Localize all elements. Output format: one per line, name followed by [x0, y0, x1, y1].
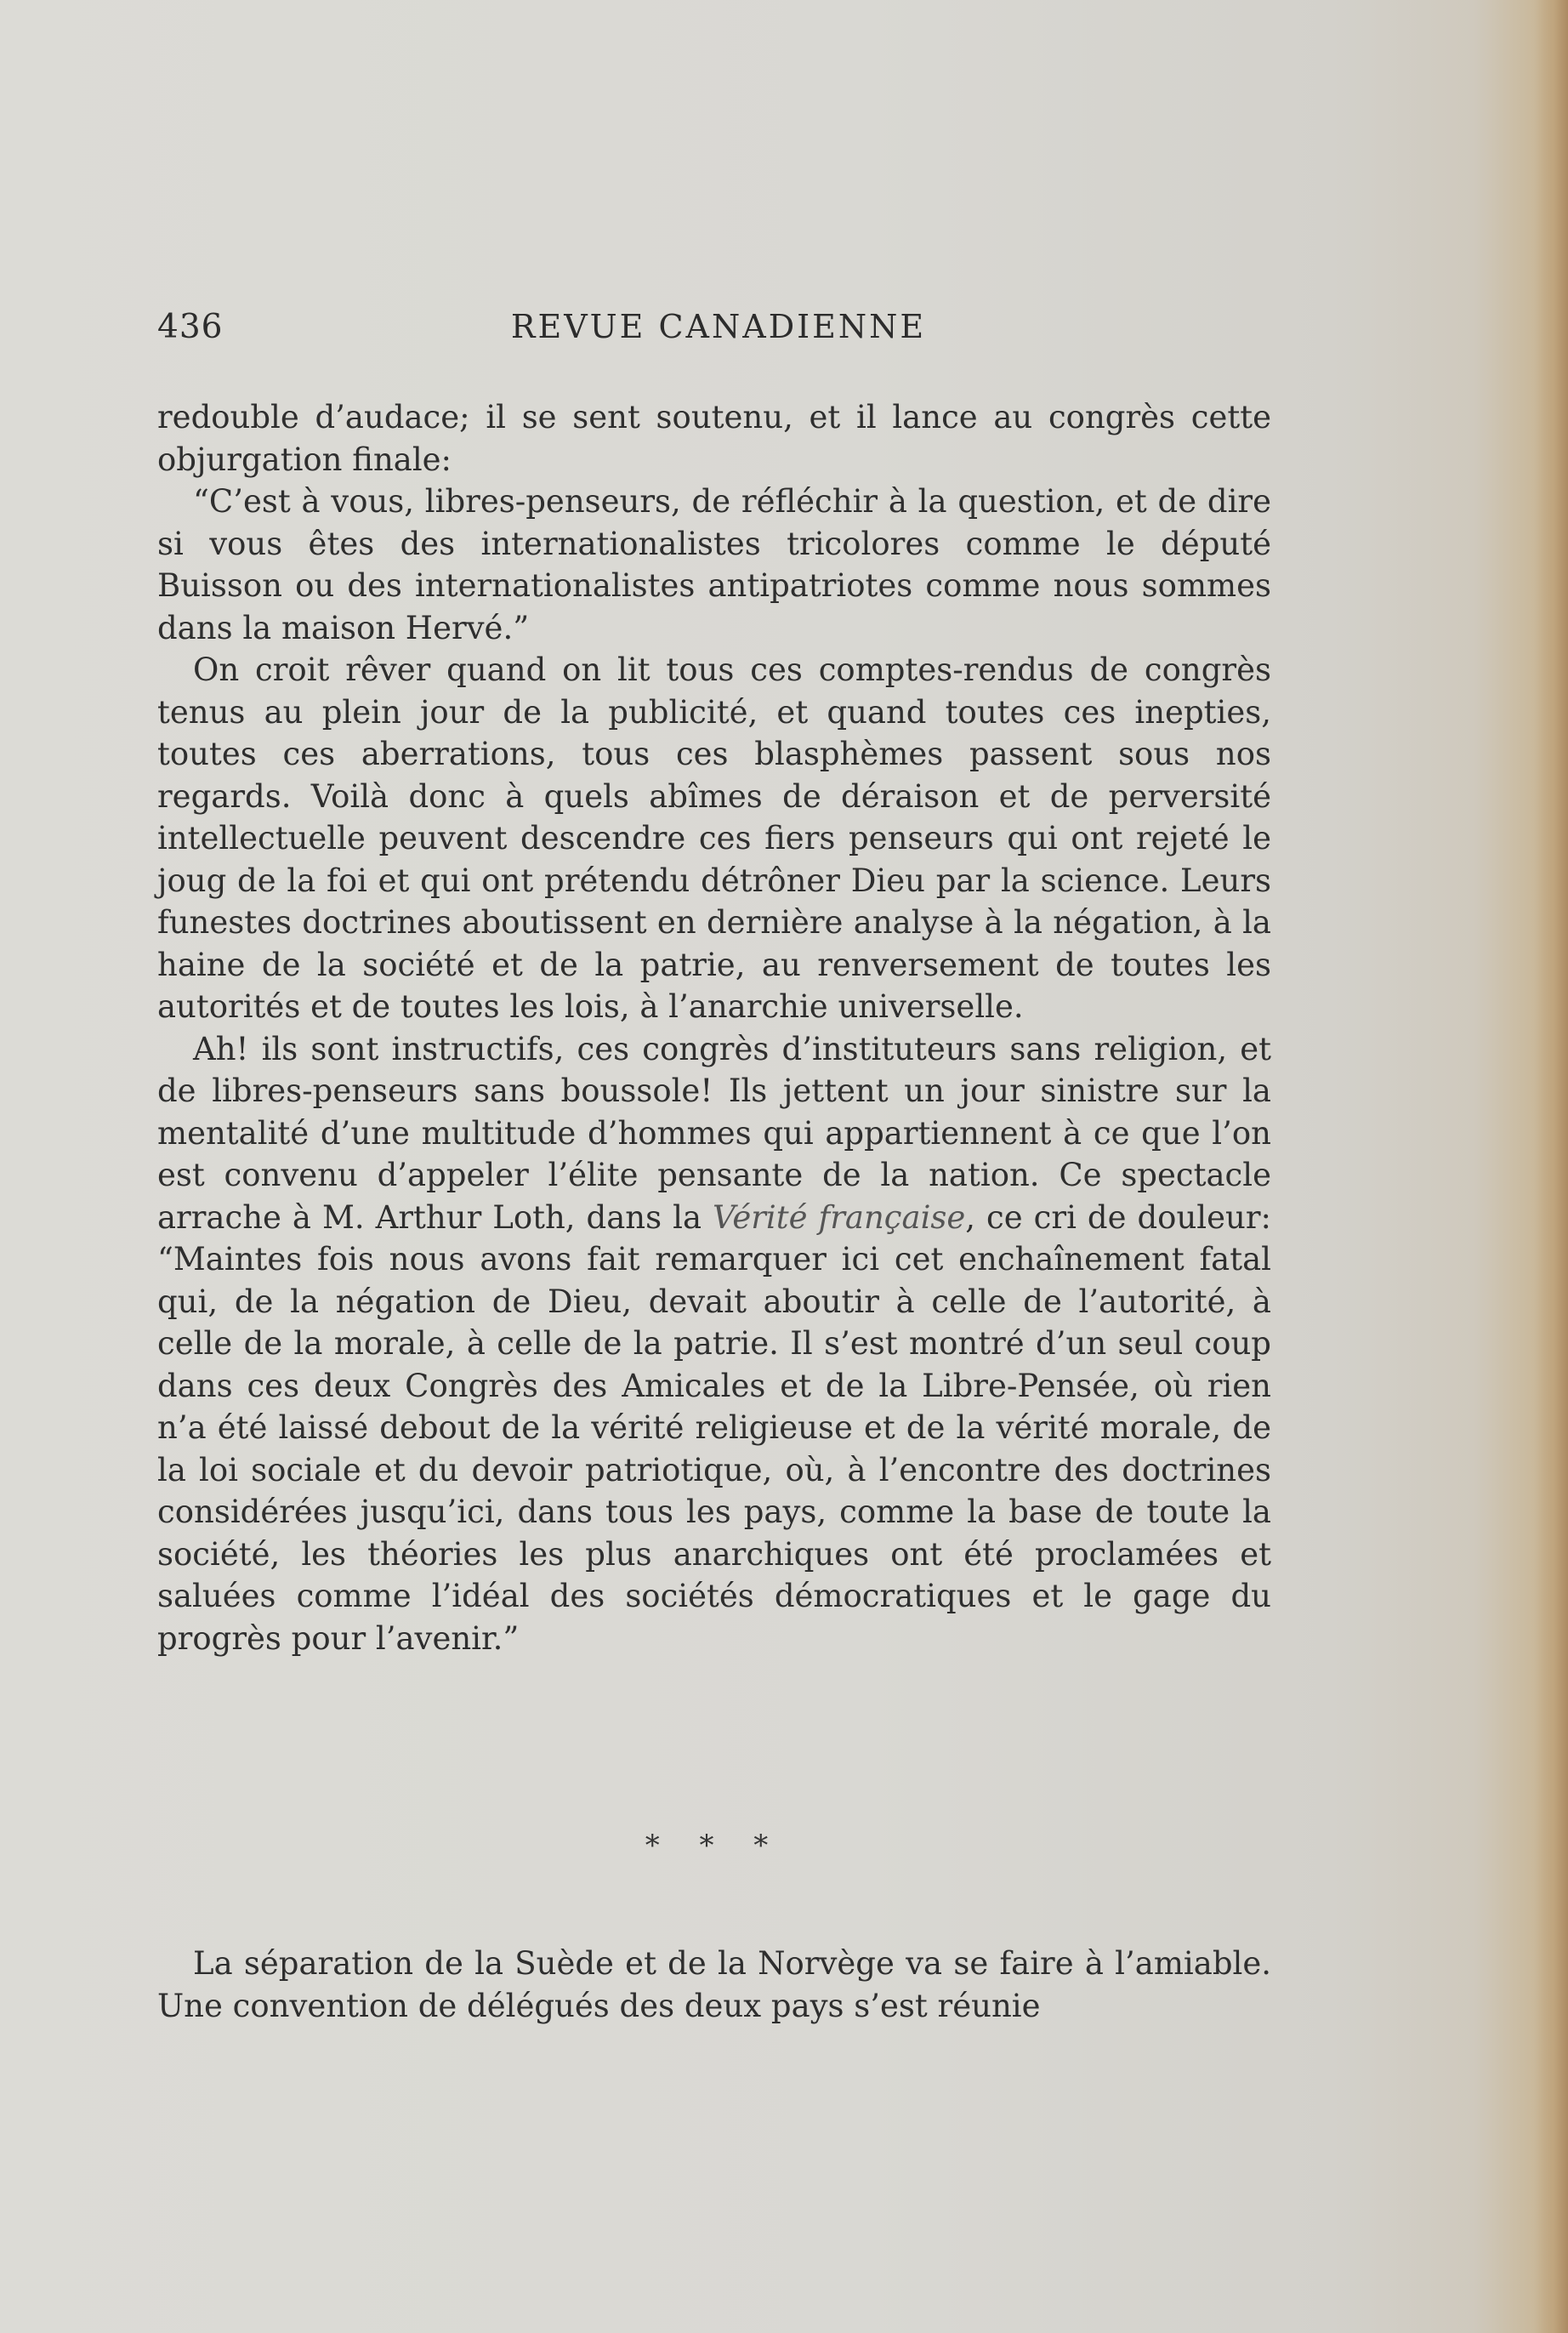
section-separator: * * * — [645, 1829, 784, 1863]
running-head: REVUE CANADIENNE — [510, 308, 927, 345]
paragraph-2: “C’est à vous, libres-penseurs, de réfléchir à la question, et de dire si vous êtes des internationalistes tricolores comme le député Buisson ou des internationalistes antipatriotes comme nous sommes dans la maison Hervé.” — [157, 483, 1271, 646]
page-number: 436 — [157, 308, 224, 346]
paragraph-4-text-after: , ce cri de douleur: “Maintes fois nous avons fait remarquer ici cet enchaînement fatal qui, de la négation de Dieu, devait aboutir à celle de l’autorité, à celle de la morale, à celle de la patrie. Il s’est montré d’un seul coup dans ces deux Congrès des Amicales et de la Libre-Pensée, où rien n’a été laissé debout de la vérité religieuse et de la vérité morale, de la loi sociale et du devoir patriotique, où, à l’encontre des doctrines considérées jusqu’ici, dans tous les pays, comme la base de toute la société, les théories les plus anarchiques ont été proclamées et saluées comme l’idéal des sociétés démocratiques et le gage du progrès pour l’avenir.” — [157, 1198, 1271, 1657]
paragraph-1: redouble d’audace; il se sent soutenu, et il lance au congrès cette objurgation finale: — [157, 399, 1271, 478]
paragraph-4-text-before: Ah! ils sont instructifs, ces congrès d’instituteurs sans religion, et de libres-penseurs sans boussole! Ils jettent un jour sinistre sur la mentalité d’une multitude d’hommes qui appartiennent à ce que l’on est convenu d’appeler l’élite pensante de la nation. Ce spectacle arrache à M. Arthur Loth, dans la — [157, 1030, 1271, 1236]
paragraph-3: On croit rêver quand on lit tous ces comptes-rendus de congrès tenus au plein jour de la publicité, et quand toutes ces inepties, toutes ces aberrations, tous ces blasphèmes passent sous nos regards. Voilà donc à quels abîmes de déraison et de perversité intellectuelle peuvent descendre ces fiers penseurs qui ont rejeté le joug de la foi et qui ont prétendu détrôner Dieu par la science. Leurs funestes doctrines aboutissent en dernière analyse à la négation, à la haine de la société et de la patrie, au renversement de toutes les autorités et de toutes les lois, à l’anarchie universelle. — [157, 652, 1271, 1025]
page-edge-shadow — [1534, 0, 1568, 2333]
page-header — [157, 308, 1280, 359]
final-paragraph: La séparation de la Suède et de la Norvège va se faire à l’amiable. Une convention de délégués des deux pays s’est réunie — [157, 1945, 1271, 2024]
paragraph-4 — [157, 1028, 1271, 1660]
body-text — [157, 396, 1271, 1659]
final-text — [157, 1943, 1271, 2027]
publication-title: Vérité française — [713, 1198, 966, 1236]
